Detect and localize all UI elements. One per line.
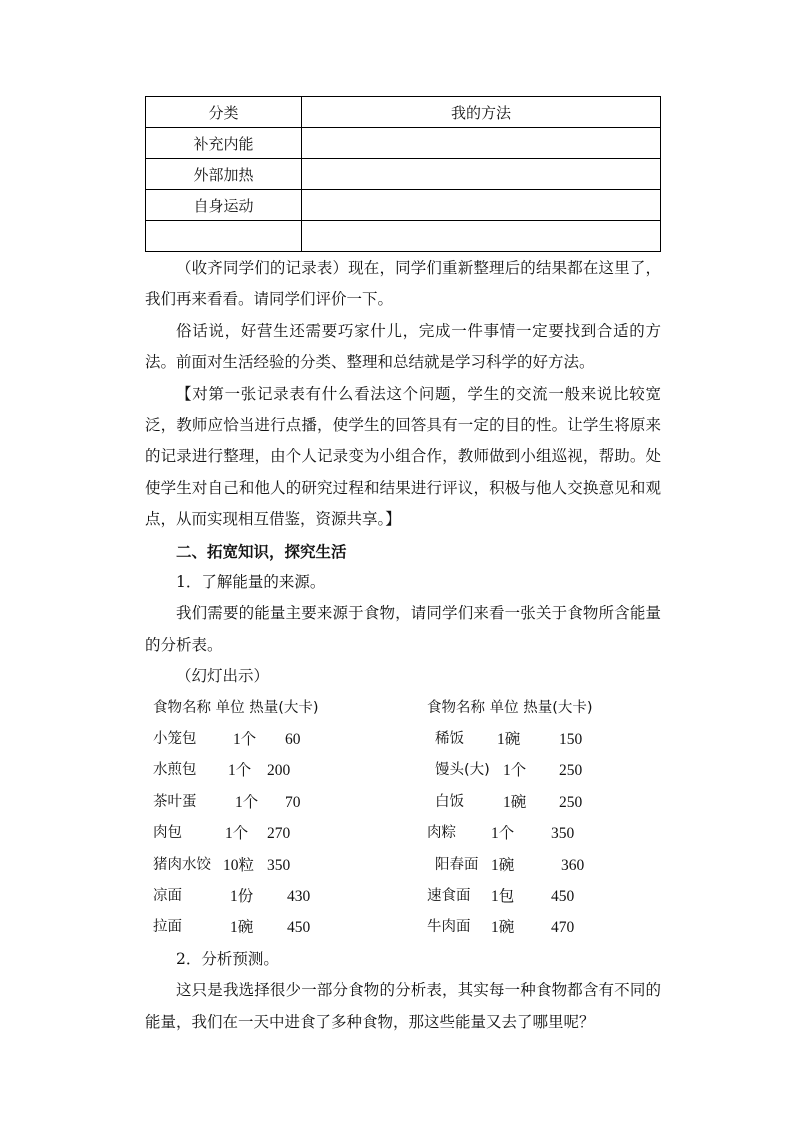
food-calories: 60 [285, 731, 301, 749]
slide-note: （幻灯出示） [176, 667, 270, 686]
food-unit: 1个 [235, 793, 259, 811]
food-row [145, 755, 661, 786]
record-header-category: 分类 [146, 97, 302, 128]
record-cell-method [302, 159, 661, 190]
food-unit: 1碗 [503, 793, 527, 811]
food-name: 猪肉水饺 [153, 856, 211, 873]
record-cell-method [302, 128, 661, 159]
food-calories: 270 [267, 825, 291, 843]
food-calories: 430 [287, 888, 311, 906]
food-row [145, 850, 661, 881]
food-calories: 360 [561, 856, 585, 874]
food-name: 白饭 [435, 793, 464, 810]
food-calories: 450 [551, 888, 575, 906]
food-unit: 1个 [225, 825, 249, 843]
food-row [145, 881, 661, 912]
food-name: 稀饭 [435, 731, 464, 748]
food-row [145, 912, 661, 943]
record-table-header-row [146, 97, 661, 128]
item-1-title: 1．了解能量的来源。 [176, 573, 326, 592]
record-table-body [146, 97, 661, 252]
food-unit: 1碗 [491, 919, 515, 937]
record-cell-category: 自身运动 [146, 190, 302, 221]
food-table [145, 724, 661, 944]
food-calories: 200 [267, 762, 291, 780]
table-row [146, 159, 661, 190]
food-header-row [145, 693, 661, 724]
food-calories: 350 [267, 856, 291, 874]
record-cell-method [302, 221, 661, 252]
food-unit: 1碗 [230, 919, 254, 937]
food-name: 凉面 [153, 888, 182, 905]
food-row [145, 818, 661, 849]
body-text [145, 253, 661, 1038]
table-row [146, 221, 661, 252]
food-unit: 1个 [228, 762, 252, 780]
food-unit: 1包 [491, 888, 515, 906]
food-name: 馒头(大) [435, 762, 490, 779]
food-calories: 250 [559, 793, 583, 811]
food-calories: 450 [287, 919, 311, 937]
record-cell-method [302, 190, 661, 221]
food-unit: 1个 [491, 825, 515, 843]
food-name: 牛肉面 [427, 919, 471, 936]
food-calories: 350 [551, 825, 575, 843]
food-name: 拉面 [153, 919, 182, 936]
food-calories: 150 [559, 731, 583, 749]
food-calories: 470 [551, 919, 575, 937]
food-unit: 1个 [233, 731, 257, 749]
paragraph-collect: （收齐同学们的记录表）现在，同学们重新整理后的结果都在这里了，我们再来看看。请同学们评价一下。 [145, 259, 661, 309]
food-name: 肉粽 [427, 825, 456, 842]
food-name: 茶叶蛋 [153, 793, 197, 810]
food-calories: 70 [285, 793, 301, 811]
food-unit: 1碗 [497, 731, 521, 749]
record-table [145, 96, 661, 252]
food-name: 阳春面 [435, 856, 479, 873]
record-cell-category [146, 221, 302, 252]
food-header-right: 食物名称 单位 热量(大卡) [427, 699, 593, 716]
food-header-left: 食物名称 单位 热量(大卡) [153, 699, 319, 716]
record-cell-category: 外部加热 [146, 159, 302, 190]
food-calories: 250 [559, 762, 583, 780]
table-row [146, 190, 661, 221]
food-name: 肉包 [153, 825, 182, 842]
food-row [145, 724, 661, 755]
item-1-text: 我们需要的能量主要来源于食物，请同学们来看一张关于食物所含能量的分析表。 [145, 604, 661, 654]
table-row [146, 128, 661, 159]
item-2-title: 2．分析预测。 [176, 949, 279, 968]
record-header-method: 我的方法 [302, 97, 661, 128]
section-2-title: 二、拓宽知识，探究生活 [176, 541, 347, 561]
paragraph-teacher-note: 【对第一张记录表有什么看法这个问题，学生的交流一般来说比较宽泛，教师应恰当进行点播，使学生的回答具有一定的目的性。让学生将原来的记录进行整理，由个人记录变为小组合作，教师做到小组巡视，帮助。处使学生对自己和他人的研究过程和结果进行评议，积极与他人交换意见和观点，从而实现相互借鉴，资源共享。】 [145, 384, 661, 529]
food-name: 水煎包 [153, 762, 197, 779]
food-unit: 1份 [230, 888, 254, 906]
food-name: 速食面 [427, 888, 471, 905]
paragraph-saying: 俗话说，好营生还需要巧家什儿，完成一件事情一定要找到合适的方法。前面对生活经验的分类、整理和总结就是学习科学的好方法。 [145, 321, 661, 372]
item-2-text: 这只是我选择很少一部分食物的分析表，其实每一种食物都含有不同的能量，我们在一天中进食了多种食物，那这些能量又去了哪里呢？ [145, 981, 661, 1031]
record-cell-category: 补充内能 [146, 128, 302, 159]
food-row [145, 787, 661, 818]
food-unit: 1碗 [491, 856, 515, 874]
food-unit: 1个 [503, 762, 527, 780]
food-unit: 10粒 [223, 856, 255, 874]
food-name: 小笼包 [153, 731, 197, 748]
